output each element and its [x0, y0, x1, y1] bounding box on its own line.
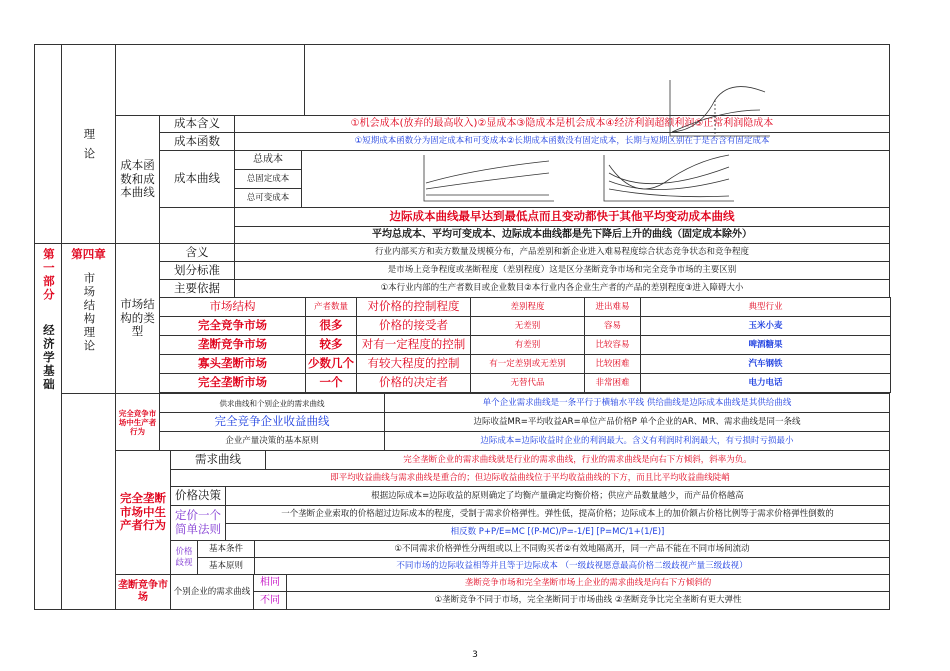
- part-label: 第一部分 经济学基础: [34, 243, 62, 610]
- chapter-label: 第四章 市场结构理论: [61, 243, 116, 394]
- oligo-demand-label: 个别企业的需求曲线: [170, 574, 254, 610]
- table-cell: 比较困难: [584, 354, 641, 374]
- monopoly-price-label: 价格决策: [170, 486, 226, 506]
- table-cell: 比较容易: [584, 335, 641, 355]
- tp-curve-illustration: [660, 70, 780, 142]
- table-cell: 有一定差别或无差别: [470, 354, 585, 374]
- oligo-same-text: 垄断竞争市场和完全垄断市场上企业的需求曲线是向右下方倾斜的: [286, 574, 890, 592]
- top-graph-area: [304, 44, 890, 116]
- perfect-principle-text: 边际成本=边际收益时企业的利润最大。含义有利润时利润最大，有亏损时亏损最小: [384, 431, 890, 451]
- price-disc-label: 价格歧视: [170, 540, 198, 575]
- table-cell: 较多: [305, 335, 357, 355]
- table-cell: 有较大程度的控制: [356, 354, 471, 374]
- cost-curve-note2: 平均总成本、平均可变成本、边际成本曲线都是先下降后上升的曲线（固定成本除外）: [234, 226, 890, 244]
- oligo-diff-label: 不同: [253, 591, 287, 610]
- top-blank-area: [115, 44, 305, 116]
- oligo-same-label: 相同: [253, 574, 287, 592]
- table-cell: 价格的接受者: [356, 316, 471, 336]
- monopoly-demand-text1: 完全垄断企业的需求曲线就是行业的需求曲线，行业的需求曲线是向右下方倾斜，斜率为负。: [265, 450, 890, 470]
- table-cell: 完全垄断市场: [159, 373, 306, 393]
- monopoly-rule-label: 定价一个简单法则: [170, 505, 226, 541]
- monopoly-demand-text2: 即平均收益曲线与需求曲线是重合的；但边际收益曲线位于平均收益曲线的下方，而且比平均收益曲线陡峭: [170, 469, 890, 487]
- disc-basic-label: 基本原则: [197, 557, 255, 575]
- table-cell: 有差别: [470, 335, 585, 355]
- perfect-revenue-label: 完全竞争企业收益曲线: [159, 412, 385, 432]
- cost-curve-label: 成本曲线: [159, 150, 235, 208]
- table-cell: 啤酒糖果: [640, 335, 891, 355]
- table-cell: 少数几个: [305, 354, 357, 374]
- table-cell: 玉米小麦: [640, 316, 891, 336]
- table-cell: 很多: [305, 316, 357, 336]
- cost-group-label: 成本函数和成本曲线: [115, 115, 160, 244]
- cost-curve-item: 总固定成本: [234, 169, 302, 189]
- oligo-group-label: 垄断竞争市场: [115, 574, 171, 610]
- basis-text: ①本行业内部的生产者数目或企业数目②本行业内各企业生产者的产品的差别程度③进入障碍大小: [234, 279, 890, 298]
- monopoly-price-text: 根据边际成本=边际收益的原则确定了均衡产量确定均衡价格；供应产品数量越少，而产品价格越高: [225, 486, 890, 506]
- basis-label: 主要依据: [159, 279, 235, 298]
- disc-cond-label: 基本条件: [197, 540, 255, 558]
- market-types-label: 市场结构的类型: [115, 243, 160, 394]
- table-cell: 无替代品: [470, 373, 585, 393]
- table-cell: 一个: [305, 373, 357, 393]
- cost-function-text: ①短期成本函数分为固定成本和可变成本②长期成本函数没有固定成本，长期与短期区别在于是否含有固定成本: [234, 132, 890, 151]
- table-header: 典型行业: [640, 297, 891, 317]
- disc-cond-text: ①不同需求价格弹性分两组或以上不同购买者②有效地隔离开，同一产品不能在不同市场间流动: [254, 540, 890, 558]
- table-header: 差别程度: [470, 297, 585, 317]
- cost-curve-note1: 边际成本曲线最早达到最低点而且变动都快于其他平均变动成本曲线: [234, 207, 890, 227]
- cost-curve-item: 总可变成本: [234, 188, 302, 208]
- table-cell: 价格的决定者: [356, 373, 471, 393]
- monopoly-group-label: 完全垄断市场中生产者行为: [115, 450, 171, 575]
- table-header: 市场结构: [159, 297, 306, 317]
- meaning-text: 行业内部买方和卖方数量及规模分布，产品差别和新企业进入难易程度综合状态竞争状态和竞争程度: [234, 243, 890, 262]
- table-header: 进出难易: [584, 297, 641, 317]
- table-cell: 容易: [584, 316, 641, 336]
- perfect-revenue-text: 边际收益MR=平均收益AR=单位产品价格P 单个企业的AR、MR、需求曲线是同一条线: [384, 412, 890, 432]
- disc-basic-text: 不同市场的边际收益相等并且等于边际成本 （一级歧视愿意最高价格二级歧视产量三级歧视）: [254, 557, 890, 575]
- table-cell: 完全竞争市场: [159, 316, 306, 336]
- oligo-diff-text: ①垄断竞争不同于市场，完全垄断同于市场曲线 ②垄断竞争比完全垄断有更大弹性: [286, 591, 890, 610]
- table-cell: 垄断竞争市场: [159, 335, 306, 355]
- cost-meaning-text: ①机会成本(放弃的最高收入)②显成本③隐成本是机会成本④经济利润超额利润⑤正常利润隐成本: [234, 115, 890, 133]
- table-cell: 对有一定程度的控制: [356, 335, 471, 355]
- monopoly-rule-text2: 相反数 P+P/E=MC [(P-MC)/P=-1/E] [P=MC/1+(1/E)]: [225, 523, 890, 541]
- perfect-demand-text: 单个企业需求曲线是一条平行于横轴水平线 供给曲线是边际成本曲线是其供给曲线: [384, 393, 890, 413]
- perfect-demand-label: 供求曲线和个别企业的需求曲线: [159, 393, 385, 413]
- table-cell: 汽车钢铁: [640, 354, 891, 374]
- meaning-label: 含义: [159, 243, 235, 262]
- divide-text: 是市场上竞争程度或垄断程度（差别程度）这是区分垄断竞争市场和完全竞争市场的主要区别: [234, 261, 890, 280]
- table-cell: 非常困难: [584, 373, 641, 393]
- perfect-principle-label: 企业产量决策的基本原则: [159, 431, 385, 451]
- cost-curve-item: 总成本: [234, 150, 302, 170]
- table-header: 对价格的控制程度: [356, 297, 471, 317]
- cost-function-label: 成本函数: [159, 132, 235, 151]
- theory-label: 理 论: [61, 44, 116, 244]
- table-cell: 寡头垄断市场: [159, 354, 306, 374]
- page-number: 3: [472, 650, 478, 660]
- table-cell: 无差别: [470, 316, 585, 336]
- chapter-lower-blank: [61, 393, 116, 610]
- perfect-group-label: 完全竞争市场中生产者行为: [115, 393, 160, 451]
- divide-label: 划分标准: [159, 261, 235, 280]
- monopoly-rule-text1: 一个垄断企业索取的价格超过边际成本的程度，受制于需求价格弹性。弹性低，提高价格；边际成本上的加价额占价格比例等于需求价格弹性倒数的: [225, 505, 890, 524]
- monopoly-demand-label: 需求曲线: [170, 450, 266, 470]
- cost-curves-illustration: [304, 151, 887, 207]
- table-cell: 电力电话: [640, 373, 891, 393]
- table-header: 产者数量: [305, 297, 357, 317]
- cost-curve-graphs: [301, 150, 890, 208]
- cost-meaning-label: 成本含义: [159, 115, 235, 133]
- left-blank-col-top: [34, 44, 62, 244]
